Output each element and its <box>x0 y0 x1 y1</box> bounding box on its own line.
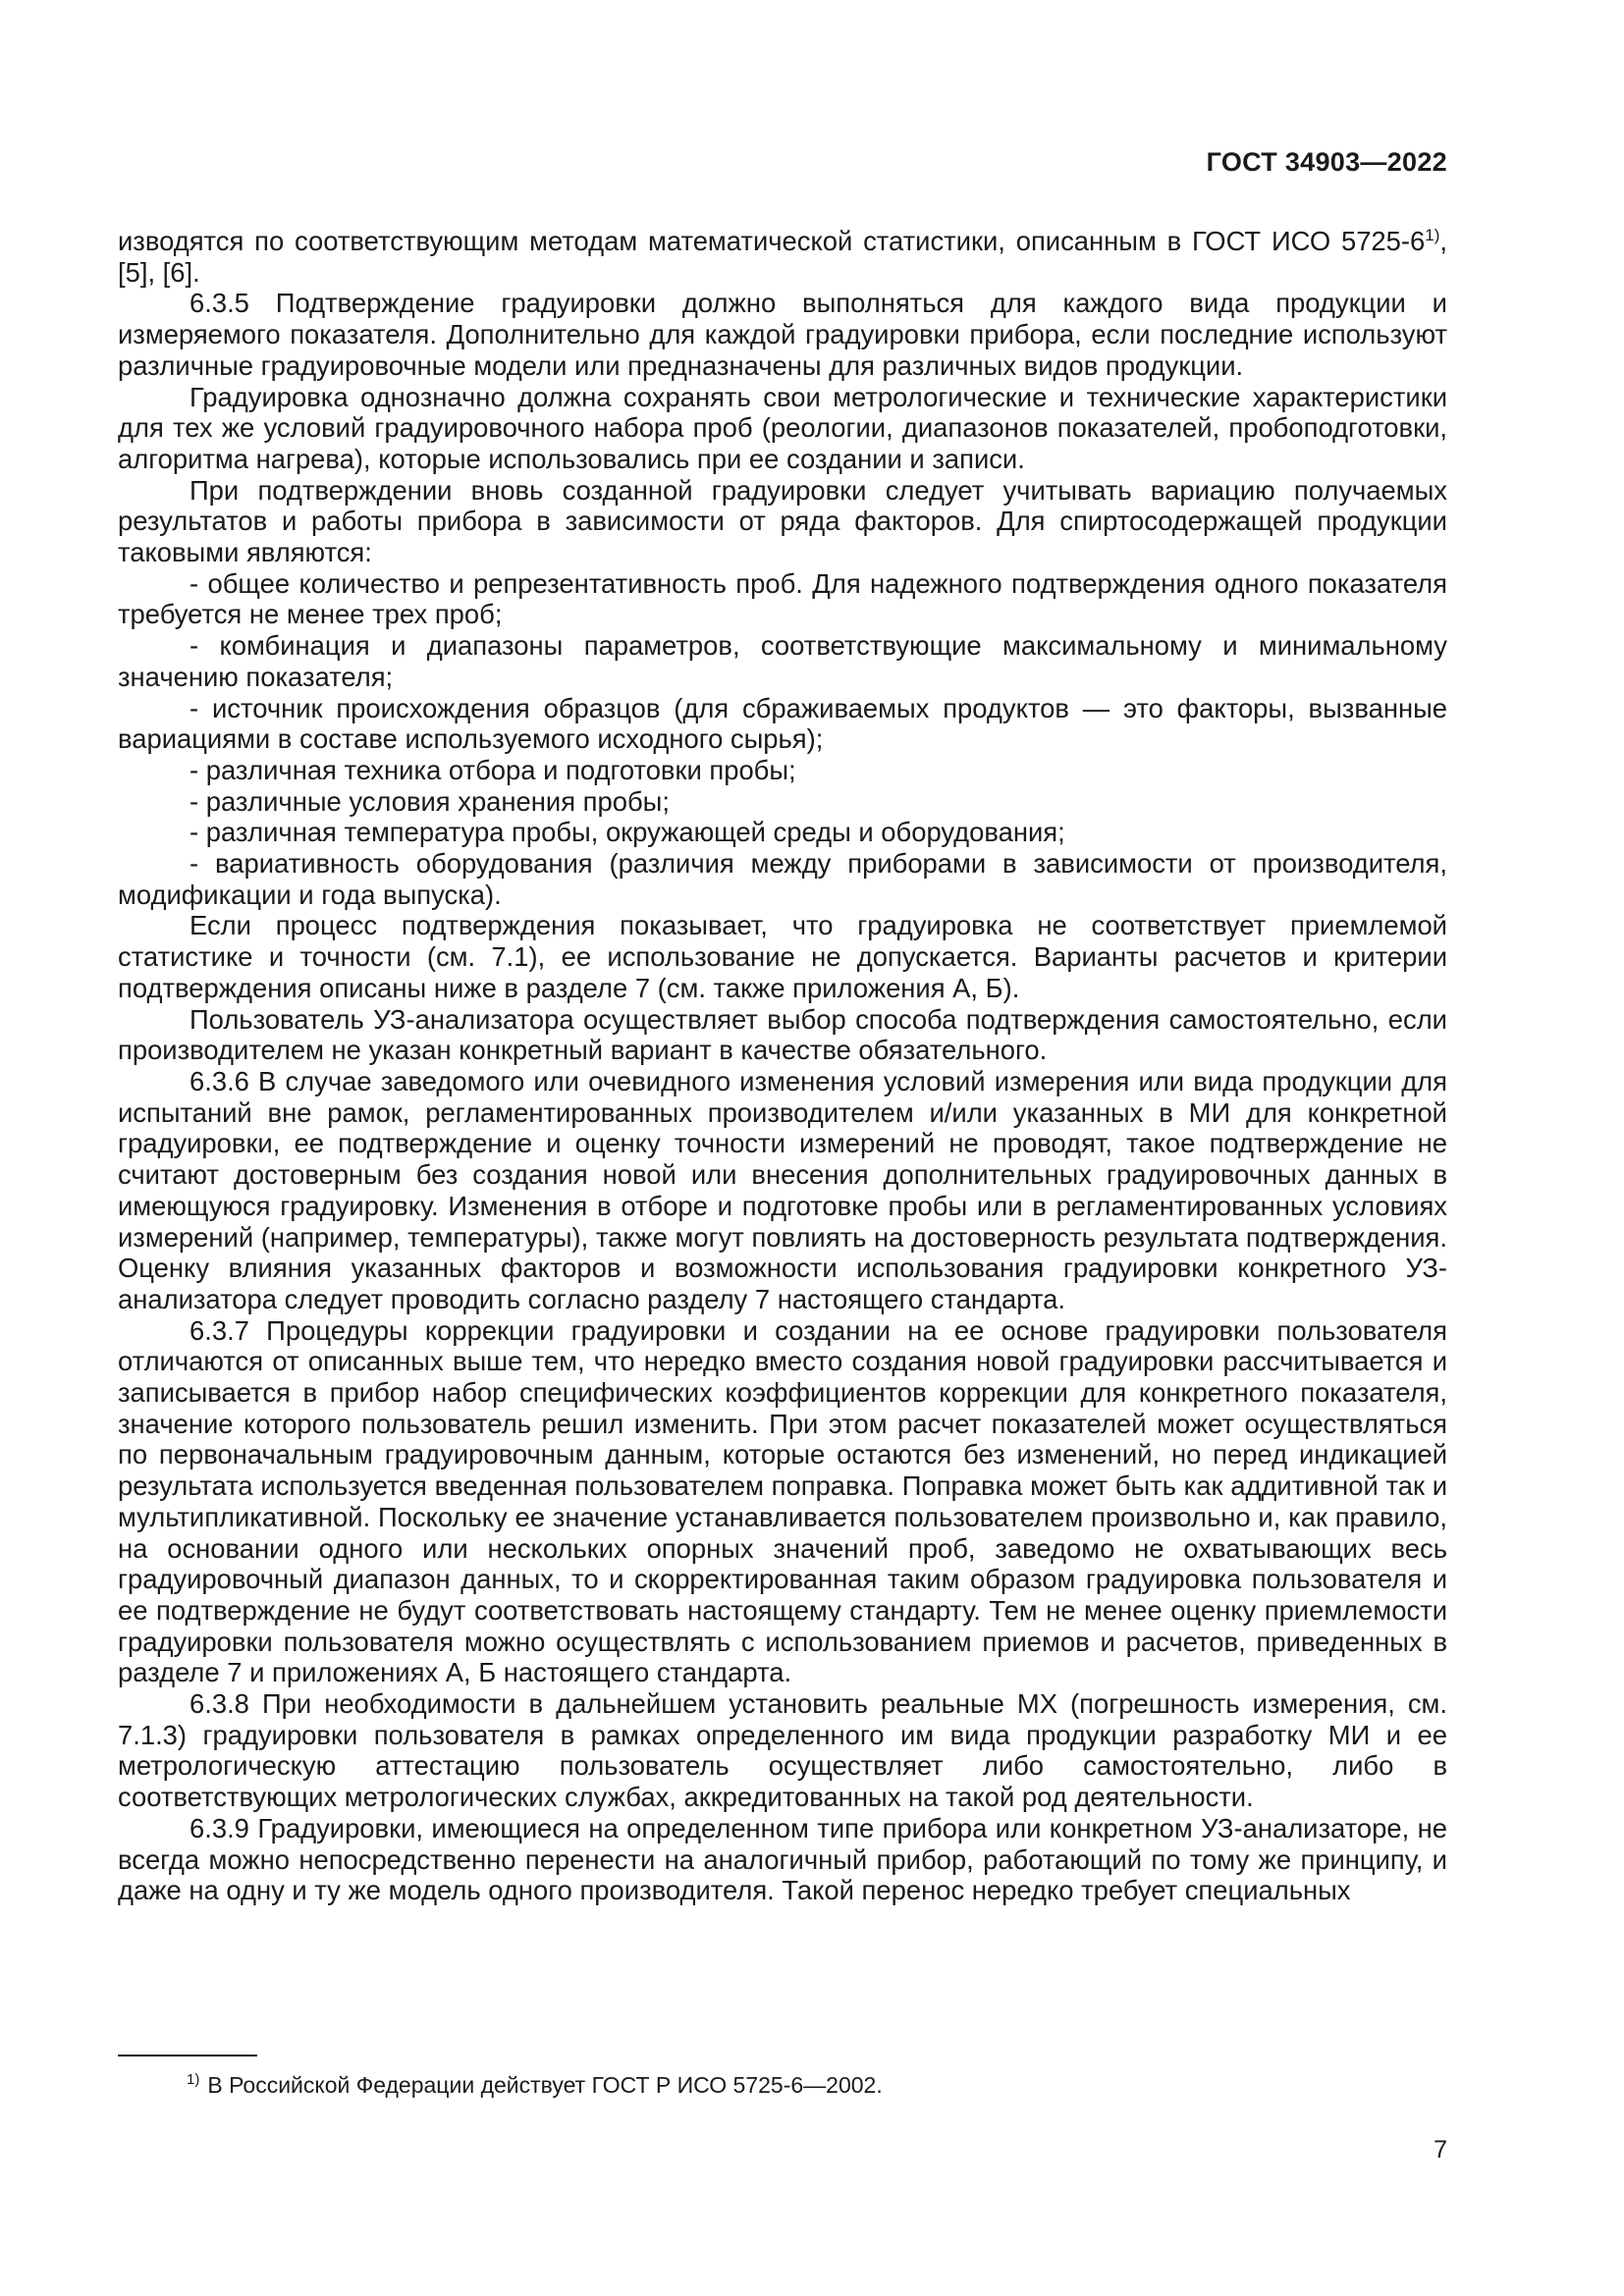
footnote-text: В Российской Федерации действует ГОСТ Р ИСО 5725-6—2002. <box>207 2072 883 2098</box>
footnote-reference: 1) <box>1425 225 1440 244</box>
list-item: - различная температура пробы, окружающей среды и оборудования; <box>189 817 1065 848</box>
paragraph-user-choice: Пользователь УЗ-анализатора осуществляет выбор способа подтверждения самостоятельно, если производителем не указан конкретный вариант в качестве обязательного. <box>118 1003 1447 1066</box>
paragraph-confirmation-failure: Если процесс подтверждения показывает, что градуировка не соответствует приемлемой статистике и точности (см. 7.1), ее использование не допускается. Варианты расчетов и критерии подтверждения описаны ниже в разделе 7 (см. также приложения А, Б). <box>118 910 1447 1003</box>
list-item: - общее количество и репрезентативность проб. Для надежного подтверждения одного показателя требуется не менее трех проб; <box>118 567 1447 630</box>
page-header-standard-id: ГОСТ 34903—2022 <box>1206 147 1447 177</box>
paragraph-6-3-6: 6.3.6 В случае заведомого или очевидного изменения условий измерения или вида продукции для испытаний вне рамок, регламентированных производителем и/или указанных в МИ для конкретной градуировки, ее подтверждение и оценку точности измерений не проводят, такое подтверждение не считают достоверным без создания новой или внесения дополнительных градуировочных данных в имеющуюся градуировку. Изменения в отборе и подготовке пробы или в регламентированных условиях измерений (например, температуры), также могут повлиять на достоверность результата подтверждения. Оценку влияния указанных факторов и возможности использования градуировки конкретного УЗ-анализатора следует проводить согласно разделу 7 настоящего стандарта. <box>118 1065 1447 1314</box>
list-item: - источник происхождения образцов (для сбраживаемых продуктов — это факторы, вызванные вариациями в составе используемого исходного сырья); <box>118 692 1447 755</box>
document-body <box>118 226 1447 1906</box>
list-item: - различная техника отбора и подготовки пробы; <box>189 754 796 785</box>
paragraph-6-3-9: 6.3.9 Градуировки, имеющиеся на определенном типе прибора или конкретном УЗ-анализаторе, не всегда можно непосредственно перенести на аналогичный прибор, работающий по тому же принципу, и даже на одну и ту же модель одного производителя. Такой перенос нередко требует специальных <box>118 1812 1447 1906</box>
paragraph-confirmation-factors: При подтверждении вновь созданной градуировки следует учитывать вариацию получаемых результатов и работы прибора в зависимости от ряда факторов. Для спиртосодержащей продукции таковыми являются: <box>118 474 1447 568</box>
paragraph-continuation <box>118 226 1447 288</box>
footnote-divider <box>118 2055 257 2056</box>
paragraph-text: изводятся по соответствующим методам математической статистики, описанным в ГОСТ ИСО 5725-6 <box>118 226 1426 256</box>
footnote <box>187 2071 883 2099</box>
page-number: 7 <box>1434 2136 1447 2163</box>
list-item: - вариативность оборудования (различия между приборами в зависимости от производителя, модификации и года выпуска). <box>118 848 1447 910</box>
paragraph-calibration-characteristics: Градуировка однозначно должна сохранять свои метрологические и технические характеристики для тех же условий градуировочного набора проб (реологии, диапазонов показателей, пробоподготовки, алгоритма нагрева), которые использовались при ее создании и записи. <box>118 381 1447 474</box>
footnote-marker: 1) <box>187 2071 200 2089</box>
list-item: - различные условия хранения пробы; <box>189 785 670 817</box>
paragraph-6-3-7: 6.3.7 Процедуры коррекции градуировки и создании на ее основе градуировки пользователя отличаются от описанных выше тем, что нередко вместо создания новой градуировки рассчитывается и записывается в прибор набор специфических коэффициентов коррекции для конкретного показателя, значение которого пользователь решил изменить. При этом расчет показателей может осуществляться по первоначальным градуировочным данным, которые остаются без изменений, но перед индикацией результата используется введенная пользователем поправка. Поправка может быть как аддитивной так и мультипликативной. Поскольку ее значение устанавливается пользователем произвольно и, как правило, на основании одного или нескольких опорных значений проб, заведомо не охватывающих весь градуировочный диапазон данных, то и скорректированная таким образом градуировка пользователя и ее подтверждение не будут соответствовать настоящему стандарту. Тем не менее оценку приемлемости градуировки пользователя можно осуществлять с использованием приемов и расчетов, приведенных в разделе 7 и приложениях А, Б настоящего стандарта. <box>118 1314 1447 1688</box>
paragraph-6-3-5: 6.3.5 Подтверждение градуировки должно выполняться для каждого вида продукции и измеряемого показателя. Дополнительно для каждой градуировки прибора, если последние используют различные градуировочные модели или предназначены для различных видов продукции. <box>118 288 1447 381</box>
paragraph-text-end: , [5], [6]. <box>118 226 1447 288</box>
list-item: - комбинация и диапазоны параметров, соответствующие максимальному и минимальному значению показателя; <box>118 630 1447 692</box>
paragraph-6-3-8: 6.3.8 При необходимости в дальнейшем установить реальные МХ (погрешность измерения, см. 7.1.3) градуировки пользователя в рамках определенного им вида продукции разработку МИ и ее метрологическую аттестацию пользователь осуществляет либо самостоятельно, либо в соответствующих метрологических службах, аккредитованных на такой род деятельности. <box>118 1688 1447 1813</box>
